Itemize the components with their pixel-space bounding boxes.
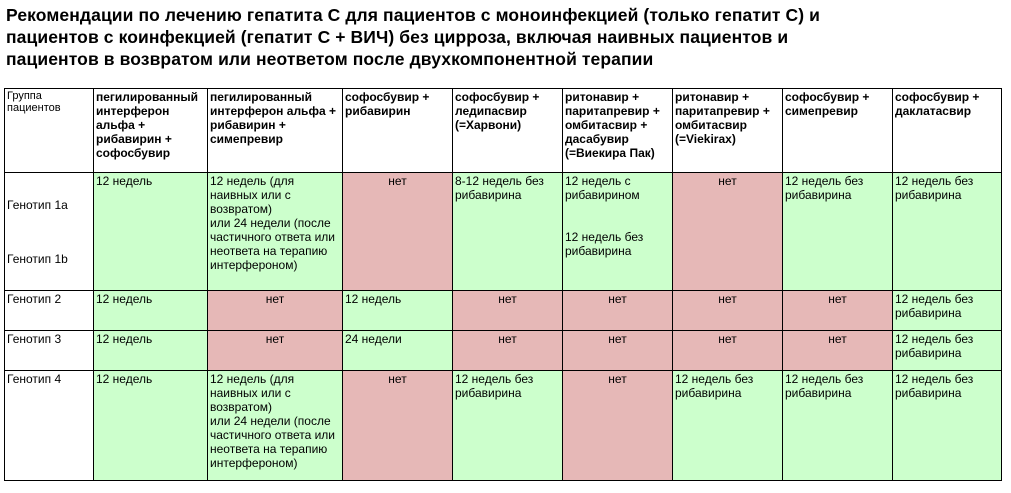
table-cell: нет (563, 371, 673, 481)
table-cell: нет (208, 331, 343, 371)
cell-line: 12 недель с рибавирином (565, 174, 640, 202)
table-cell: 12 недель (94, 173, 208, 291)
table-row-genotype-4 (5, 371, 1002, 481)
table-cell: 12 недель (94, 371, 208, 481)
row-label-genotype-1b: Генотип 1b (7, 252, 68, 266)
title-line-1: Рекомендации по лечению гепатита С для пациентов с моноинфекцией (только гепатит С) и (6, 5, 820, 25)
cell-line: 12 недель без рибавирина (565, 230, 644, 258)
table-cell: нет (208, 291, 343, 331)
table-cell (563, 173, 673, 291)
table-cell: 12 недель без рибавирина (783, 371, 893, 481)
header-corner: Группа пациентов (5, 89, 94, 173)
cell-line: 12 недель (для наивных или с возвратом) (210, 372, 295, 414)
table-cell: 12 недель (94, 291, 208, 331)
table-cell: нет (673, 331, 783, 371)
table-cell: 12 недель без рибавирина (893, 331, 1002, 371)
header-col-1: пегилированный интерферон альфа + рибавирин + софосбувир (94, 89, 208, 173)
table-cell: 8-12 недель без рибавирина (453, 173, 563, 291)
table-row-genotype-3 (5, 331, 1002, 371)
table-cell: нет (783, 331, 893, 371)
table-cell: 12 недель без рибавирина (893, 291, 1002, 331)
table-cell: нет (673, 173, 783, 291)
row-label-genotype-2: Генотип 2 (5, 291, 94, 331)
table-row-genotype-2 (5, 291, 1002, 331)
header-col-3: софосбувир + рибавирин (343, 89, 453, 173)
header-col-8: софосбувир + даклатасвир (893, 89, 1002, 173)
header-col-2: пегилированный интерферон альфа + рибавирин + симепревир (208, 89, 343, 173)
table-cell: нет (673, 291, 783, 331)
table-cell: нет (343, 173, 453, 291)
table-cell (208, 173, 343, 291)
table-cell: нет (343, 371, 453, 481)
table-cell: нет (453, 331, 563, 371)
table-cell: нет (783, 291, 893, 331)
table-cell: 24 недели (343, 331, 453, 371)
page-title (6, 4, 996, 70)
table-cell: 12 недель без рибавирина (453, 371, 563, 481)
header-col-5: ритонавир + паритапревир + омбитасвир + дасабувир (=Виекира Пак) (563, 89, 673, 173)
cell-line: 12 недель (для наивных или с возвратом) (210, 174, 295, 216)
treatment-table (4, 88, 1002, 481)
header-row (5, 89, 1002, 173)
header-col-7: софосбувир + симепревир (783, 89, 893, 173)
table-cell: 12 недель без рибавирина (783, 173, 893, 291)
table-cell: 12 недель (343, 291, 453, 331)
table-cell: нет (563, 291, 673, 331)
row-label-genotype-1 (5, 173, 94, 291)
table-row-genotype-1 (5, 173, 1002, 291)
cell-line: или 24 недели (после частичного ответа или неответа на терапию интерфероном) (210, 216, 335, 272)
row-label-genotype-1a: Генотип 1a (7, 198, 68, 212)
table-cell: 12 недель без рибавирина (893, 173, 1002, 291)
table-cell: 12 недель (94, 331, 208, 371)
table-cell (208, 371, 343, 481)
table-cell: нет (563, 331, 673, 371)
table-cell: 12 недель без рибавирина (673, 371, 783, 481)
table-cell: нет (453, 291, 563, 331)
header-col-6: ритонавир + паритапревир + омбитасвир (=Viekirax) (673, 89, 783, 173)
title-line-2: пациентов с коинфекцией (гепатит С + ВИЧ) без цирроза, включая наивных пациентов и (6, 27, 789, 47)
row-label-genotype-3: Генотип 3 (5, 331, 94, 371)
row-label-genotype-4: Генотип 4 (5, 371, 94, 481)
header-col-4: софосбувир + ледипасвир (=Харвони) (453, 89, 563, 173)
cell-line: или 24 недели (после частичного ответа или неответа на терапию интерфероном) (210, 414, 335, 470)
table-cell: 12 недель без рибавирина (893, 371, 1002, 481)
title-line-3: пациентов в возвратом или неответом после двухкомпонентной терапии (6, 49, 654, 69)
